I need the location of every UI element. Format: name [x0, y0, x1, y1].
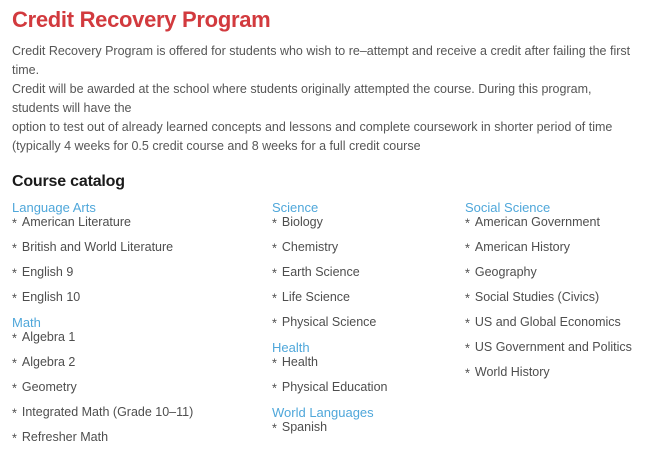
course-item-label: US Government and Politics	[474, 340, 632, 354]
course-item-label: Geography	[474, 265, 537, 279]
course-item	[12, 381, 272, 394]
course-item-label: Geometry	[21, 380, 77, 394]
course-item	[272, 356, 465, 369]
asterisk-bullet: *	[12, 216, 17, 231]
course-item-label: Integrated Math (Grade 10–11)	[21, 405, 194, 419]
description-line: option to test out of already learned concepts and lessons and complete coursework in shorter period of time	[12, 120, 613, 134]
asterisk-bullet: *	[12, 266, 17, 281]
catalog-section-world-languages	[272, 406, 465, 434]
description-line: (typically 4 weeks for 0.5 credit course and 8 weeks for a full credit course	[12, 139, 421, 153]
course-list-social-science	[465, 216, 640, 379]
course-item-label: Algebra 1	[21, 330, 76, 344]
asterisk-bullet: *	[12, 241, 17, 256]
course-item	[272, 421, 465, 434]
catalog-column-3	[465, 201, 640, 456]
asterisk-bullet: *	[465, 266, 470, 281]
section-title-social-science: Social Science	[465, 200, 551, 215]
section-title-science: Science	[272, 200, 319, 215]
course-item-label: English 10	[21, 290, 81, 304]
course-catalog-columns	[12, 201, 640, 456]
asterisk-bullet: *	[12, 406, 17, 421]
asterisk-bullet: *	[465, 216, 470, 231]
course-item-label: British and World Literature	[21, 240, 174, 254]
course-item	[465, 316, 640, 329]
course-item-label: Spanish	[281, 420, 328, 434]
course-item	[272, 291, 465, 304]
course-item	[465, 291, 640, 304]
course-item	[12, 356, 272, 369]
course-item	[465, 266, 640, 279]
asterisk-bullet: *	[465, 366, 470, 381]
course-item	[12, 266, 272, 279]
course-item	[272, 316, 465, 329]
asterisk-bullet: *	[465, 316, 470, 331]
course-item	[12, 241, 272, 254]
asterisk-bullet: *	[12, 356, 17, 371]
description-line: Credit will be awarded at the school where students originally attempted the course. During this program, students will have the	[12, 82, 592, 115]
asterisk-bullet: *	[272, 291, 277, 306]
section-title-math: Math	[12, 315, 41, 330]
catalog-column-1	[12, 201, 272, 456]
course-item-label: Physical Science	[281, 315, 377, 329]
asterisk-bullet: *	[12, 331, 17, 346]
section-title-language-arts: Language Arts	[12, 200, 96, 215]
course-item	[12, 331, 272, 344]
course-item-label: US and Global Economics	[474, 315, 621, 329]
asterisk-bullet: *	[272, 316, 277, 331]
course-item-label: Health	[281, 355, 319, 369]
asterisk-bullet: *	[272, 216, 277, 231]
course-item-label: World History	[474, 365, 550, 379]
catalog-section-science	[272, 201, 465, 329]
course-item-label: English 9	[21, 265, 74, 279]
asterisk-bullet: *	[465, 341, 470, 356]
asterisk-bullet: *	[465, 241, 470, 256]
course-item	[272, 241, 465, 254]
course-item	[272, 266, 465, 279]
course-list-science	[272, 216, 465, 329]
course-item	[12, 431, 272, 444]
course-item-label: Physical Education	[281, 380, 388, 394]
catalog-column-2	[272, 201, 465, 456]
asterisk-bullet: *	[272, 266, 277, 281]
catalog-section-math	[12, 316, 272, 444]
asterisk-bullet: *	[272, 421, 277, 436]
program-description	[12, 42, 640, 156]
course-item	[465, 241, 640, 254]
course-item-label: Refresher Math	[21, 430, 109, 444]
catalog-section-language-arts	[12, 201, 272, 304]
asterisk-bullet: *	[272, 381, 277, 396]
page-title: Credit Recovery Program	[12, 7, 271, 32]
course-item	[272, 216, 465, 229]
course-item-label: Social Studies (Civics)	[474, 290, 600, 304]
section-title-health: Health	[272, 340, 310, 355]
course-item-label: Biology	[281, 215, 323, 229]
asterisk-bullet: *	[272, 241, 277, 256]
course-item-label: Life Science	[281, 290, 350, 304]
course-item	[272, 381, 465, 394]
asterisk-bullet: *	[12, 431, 17, 446]
asterisk-bullet: *	[12, 381, 17, 396]
course-list-world-languages	[272, 421, 465, 434]
course-item	[12, 406, 272, 419]
course-item-label: Chemistry	[281, 240, 339, 254]
catalog-section-health	[272, 341, 465, 394]
course-item-label: Earth Science	[281, 265, 360, 279]
asterisk-bullet: *	[465, 291, 470, 306]
course-item	[465, 341, 640, 354]
description-line: Credit Recovery Program is offered for students who wish to re–attempt and receive a credit after failing the first time.	[12, 44, 631, 77]
course-list-language-arts	[12, 216, 272, 304]
section-title-world-languages: World Languages	[272, 405, 374, 420]
catalog-section-social-science	[465, 201, 640, 379]
course-item-label: Algebra 2	[21, 355, 76, 369]
course-item	[465, 366, 640, 379]
course-item-label: American Literature	[21, 215, 131, 229]
course-item	[465, 216, 640, 229]
course-list-math	[12, 331, 272, 444]
course-list-health	[272, 356, 465, 394]
course-item	[12, 216, 272, 229]
course-catalog-heading: Course catalog	[12, 173, 125, 190]
course-item-label: American Government	[474, 215, 600, 229]
asterisk-bullet: *	[12, 291, 17, 306]
course-item	[12, 291, 272, 304]
course-item-label: American History	[474, 240, 571, 254]
asterisk-bullet: *	[272, 356, 277, 371]
